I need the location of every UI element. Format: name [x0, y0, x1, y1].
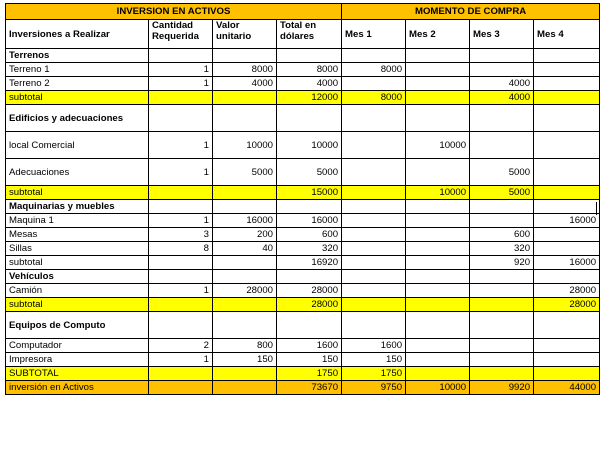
- col-header-m3[interactable]: Mes 3: [470, 20, 534, 49]
- cell-m1[interactable]: 150: [342, 353, 406, 367]
- cell-m4[interactable]: [534, 312, 600, 339]
- table-row: [6, 256, 600, 270]
- cell-qty[interactable]: [149, 381, 213, 395]
- cell-m4[interactable]: 44000: [534, 381, 600, 395]
- cell-total[interactable]: 16920: [277, 256, 342, 270]
- cell-m1[interactable]: [342, 200, 406, 214]
- cell-m4[interactable]: [534, 159, 600, 186]
- cell-unit[interactable]: [213, 381, 277, 395]
- table-row: [6, 367, 600, 381]
- cell-m2[interactable]: [406, 214, 470, 228]
- item-label-cell[interactable]: Camión: [6, 284, 149, 298]
- cell-m4[interactable]: [534, 186, 600, 200]
- cell-m4[interactable]: 16000: [534, 256, 600, 270]
- cell-m1[interactable]: [342, 49, 406, 63]
- table-row: [6, 214, 600, 228]
- cell-m3[interactable]: [470, 63, 534, 77]
- cell-m3[interactable]: 4000: [470, 77, 534, 91]
- cell-qty[interactable]: 1: [149, 77, 213, 91]
- cell-qty[interactable]: [149, 298, 213, 312]
- cell-m4[interactable]: [534, 105, 600, 132]
- table-row: [6, 312, 600, 339]
- cell-m4[interactable]: [534, 353, 600, 367]
- cell-m2[interactable]: [406, 49, 470, 63]
- section-label-cell[interactable]: Maquinarias y muebles: [6, 200, 149, 214]
- col-header-item[interactable]: Inversiones a Realizar: [6, 20, 149, 49]
- cell-total[interactable]: 8000: [277, 63, 342, 77]
- table-row: [6, 228, 600, 242]
- cell-qty[interactable]: [149, 270, 213, 284]
- column-header-row: [6, 20, 600, 49]
- cell-m3[interactable]: 320: [470, 242, 534, 256]
- cell-m4[interactable]: [534, 91, 600, 105]
- cell-m3[interactable]: 600: [470, 228, 534, 242]
- cell-m2[interactable]: [406, 159, 470, 186]
- cell-unit[interactable]: 150: [213, 353, 277, 367]
- cell-qty[interactable]: [149, 312, 213, 339]
- table-row: [6, 77, 600, 91]
- cell-m3[interactable]: [470, 284, 534, 298]
- cell-m2[interactable]: [406, 367, 470, 381]
- cell-m4[interactable]: 16000: [534, 214, 600, 228]
- cell-qty[interactable]: [149, 91, 213, 105]
- cell-m4[interactable]: [534, 270, 600, 284]
- cell-unit[interactable]: 5000: [213, 159, 277, 186]
- cell-unit[interactable]: 200: [213, 228, 277, 242]
- cell-total[interactable]: 16000: [277, 214, 342, 228]
- cell-m1[interactable]: [342, 132, 406, 159]
- cell-m1[interactable]: [342, 256, 406, 270]
- left-title-cell[interactable]: INVERSION EN ACTIVOS: [6, 4, 342, 20]
- cell-m4[interactable]: [534, 132, 600, 159]
- table-row: [6, 91, 600, 105]
- table-row: [6, 200, 600, 214]
- table-row: [6, 353, 600, 367]
- cell-unit[interactable]: 10000: [213, 132, 277, 159]
- cell-qty[interactable]: [149, 200, 213, 214]
- item-label-cell[interactable]: subtotal: [6, 186, 149, 200]
- section-label-cell[interactable]: Equipos de Computo: [6, 312, 149, 339]
- cell-m2[interactable]: [406, 298, 470, 312]
- cell-m3[interactable]: 920: [470, 256, 534, 270]
- table-row: [6, 284, 600, 298]
- cell-qty[interactable]: [149, 105, 213, 132]
- table-row: [6, 270, 600, 284]
- cell-qty[interactable]: [149, 256, 213, 270]
- cell-unit[interactable]: [213, 298, 277, 312]
- cell-m1[interactable]: [342, 105, 406, 132]
- cell-qty[interactable]: 1: [149, 132, 213, 159]
- item-label-cell[interactable]: subtotal: [6, 298, 149, 312]
- cell-m3[interactable]: [470, 105, 534, 132]
- cell-m1[interactable]: [342, 77, 406, 91]
- item-label-cell[interactable]: Maquina 1: [6, 214, 149, 228]
- cell-m4[interactable]: [534, 228, 600, 242]
- cell-qty[interactable]: 1: [149, 214, 213, 228]
- cell-unit[interactable]: [213, 200, 277, 214]
- cell-m3[interactable]: [470, 270, 534, 284]
- cell-m3[interactable]: [470, 312, 534, 339]
- cell-unit[interactable]: 16000: [213, 214, 277, 228]
- cell-total[interactable]: 320: [277, 242, 342, 256]
- text-cursor: [596, 202, 597, 215]
- cell-m1[interactable]: 9750: [342, 381, 406, 395]
- cell-m2[interactable]: [406, 339, 470, 353]
- cell-unit[interactable]: 4000: [213, 77, 277, 91]
- cell-m2[interactable]: [406, 256, 470, 270]
- cell-unit[interactable]: [213, 367, 277, 381]
- title-row: [6, 4, 600, 20]
- cell-m1[interactable]: [342, 312, 406, 339]
- item-label-cell[interactable]: Impresora: [6, 353, 149, 367]
- cell-m3[interactable]: [470, 49, 534, 63]
- col-header-m2[interactable]: Mes 2: [406, 20, 470, 49]
- cell-unit[interactable]: 28000: [213, 284, 277, 298]
- cell-qty[interactable]: [149, 367, 213, 381]
- cell-total[interactable]: [277, 105, 342, 132]
- cell-m2[interactable]: [406, 353, 470, 367]
- cell-total[interactable]: 5000: [277, 159, 342, 186]
- cell-m2[interactable]: [406, 312, 470, 339]
- cell-total[interactable]: [277, 270, 342, 284]
- table-row: [6, 105, 600, 132]
- col-header-unit[interactable]: Valor unitario: [213, 20, 277, 49]
- cell-m3[interactable]: [470, 339, 534, 353]
- cell-unit[interactable]: 800: [213, 339, 277, 353]
- cell-m3[interactable]: 9920: [470, 381, 534, 395]
- cell-total[interactable]: 28000: [277, 284, 342, 298]
- cell-qty[interactable]: 1: [149, 284, 213, 298]
- cell-total[interactable]: [277, 312, 342, 339]
- spreadsheet: [5, 3, 599, 395]
- cell-total[interactable]: [277, 49, 342, 63]
- cell-m2[interactable]: [406, 200, 470, 214]
- cell-total[interactable]: 28000: [277, 298, 342, 312]
- cell-m2[interactable]: [406, 91, 470, 105]
- cell-unit[interactable]: 8000: [213, 63, 277, 77]
- item-label-cell[interactable]: inversión en Activos: [6, 381, 149, 395]
- cell-m2[interactable]: [406, 77, 470, 91]
- item-label-cell[interactable]: Adecuaciones: [6, 159, 149, 186]
- cell-m1[interactable]: 1600: [342, 339, 406, 353]
- table-row: [6, 132, 600, 159]
- cell-qty[interactable]: 8: [149, 242, 213, 256]
- cell-total[interactable]: 73670: [277, 381, 342, 395]
- cell-m2[interactable]: 10000: [406, 186, 470, 200]
- cell-m1[interactable]: [342, 298, 406, 312]
- cell-total[interactable]: 12000: [277, 91, 342, 105]
- cell-m4[interactable]: [534, 200, 600, 214]
- cell-m3[interactable]: [470, 353, 534, 367]
- item-label-cell[interactable]: Terreno 2: [6, 77, 149, 91]
- item-label-cell[interactable]: Mesas: [6, 228, 149, 242]
- cell-m2[interactable]: 10000: [406, 381, 470, 395]
- cell-unit[interactable]: [213, 49, 277, 63]
- item-label-cell[interactable]: subtotal: [6, 256, 149, 270]
- cell-m4[interactable]: [534, 242, 600, 256]
- cell-qty[interactable]: [149, 49, 213, 63]
- investment-table: [5, 3, 600, 395]
- section-label-cell[interactable]: Vehículos: [6, 270, 149, 284]
- cell-m4[interactable]: [534, 77, 600, 91]
- cell-unit[interactable]: 40: [213, 242, 277, 256]
- table-row: [6, 339, 600, 353]
- cell-m3[interactable]: [470, 214, 534, 228]
- item-label-cell[interactable]: local Comercial: [6, 132, 149, 159]
- cell-unit[interactable]: [213, 105, 277, 132]
- cell-total[interactable]: 1600: [277, 339, 342, 353]
- cell-m2[interactable]: 10000: [406, 132, 470, 159]
- item-label-cell[interactable]: Terreno 1: [6, 63, 149, 77]
- table-row: [6, 298, 600, 312]
- cell-unit[interactable]: [213, 186, 277, 200]
- cell-unit[interactable]: [213, 91, 277, 105]
- table-row: [6, 242, 600, 256]
- cell-m1[interactable]: 1750: [342, 367, 406, 381]
- cell-m3[interactable]: [470, 298, 534, 312]
- cell-total[interactable]: 10000: [277, 132, 342, 159]
- item-label-cell[interactable]: SUBTOTAL: [6, 367, 149, 381]
- item-label-cell[interactable]: subtotal: [6, 91, 149, 105]
- cell-qty[interactable]: [149, 186, 213, 200]
- cell-m2[interactable]: [406, 242, 470, 256]
- table-row: [6, 49, 600, 63]
- cell-m2[interactable]: [406, 63, 470, 77]
- section-label-cell[interactable]: Terrenos: [6, 49, 149, 63]
- col-header-qty[interactable]: Cantidad Requerida: [149, 20, 213, 49]
- right-title-cell[interactable]: MOMENTO DE COMPRA: [342, 4, 600, 20]
- cell-total[interactable]: 1750: [277, 367, 342, 381]
- cell-qty[interactable]: 3: [149, 228, 213, 242]
- cell-total[interactable]: 150: [277, 353, 342, 367]
- cell-total[interactable]: 600: [277, 228, 342, 242]
- cell-m3[interactable]: [470, 200, 534, 214]
- cell-m4[interactable]: [534, 339, 600, 353]
- cell-m3[interactable]: 5000: [470, 159, 534, 186]
- cell-total[interactable]: 4000: [277, 77, 342, 91]
- cell-qty[interactable]: 1: [149, 159, 213, 186]
- table-row: [6, 159, 600, 186]
- cell-m2[interactable]: [406, 270, 470, 284]
- cell-m1[interactable]: [342, 284, 406, 298]
- cell-m4[interactable]: [534, 49, 600, 63]
- cell-m1[interactable]: [342, 270, 406, 284]
- table-row: [6, 381, 600, 395]
- cell-m4[interactable]: 28000: [534, 284, 600, 298]
- cell-m1[interactable]: [342, 242, 406, 256]
- cell-unit[interactable]: [213, 312, 277, 339]
- cell-qty[interactable]: 1: [149, 63, 213, 77]
- cell-m4[interactable]: [534, 367, 600, 381]
- cell-m1[interactable]: [342, 214, 406, 228]
- cell-m2[interactable]: [406, 228, 470, 242]
- cell-m1[interactable]: [342, 159, 406, 186]
- col-header-total[interactable]: Total en dólares: [277, 20, 342, 49]
- section-label-cell[interactable]: Edificios y adecuaciones: [6, 105, 149, 132]
- cell-total[interactable]: 15000: [277, 186, 342, 200]
- cell-m3[interactable]: 5000: [470, 186, 534, 200]
- cell-unit[interactable]: [213, 256, 277, 270]
- col-header-m1[interactable]: Mes 1: [342, 20, 406, 49]
- cell-m1[interactable]: [342, 186, 406, 200]
- cell-qty[interactable]: 2: [149, 339, 213, 353]
- item-label-cell[interactable]: Computador: [6, 339, 149, 353]
- cell-m4[interactable]: [534, 63, 600, 77]
- cell-m3[interactable]: 4000: [470, 91, 534, 105]
- table-row: [6, 63, 600, 77]
- cell-m2[interactable]: [406, 105, 470, 132]
- cell-total[interactable]: [277, 200, 342, 214]
- col-header-m4[interactable]: Mes 4: [534, 20, 600, 49]
- cell-m4[interactable]: 28000: [534, 298, 600, 312]
- table-row: [6, 186, 600, 200]
- cell-m1[interactable]: [342, 228, 406, 242]
- cell-m3[interactable]: [470, 132, 534, 159]
- cell-unit[interactable]: [213, 270, 277, 284]
- cell-qty[interactable]: 1: [149, 353, 213, 367]
- cell-m3[interactable]: [470, 367, 534, 381]
- item-label-cell[interactable]: Sillas: [6, 242, 149, 256]
- cell-m1[interactable]: 8000: [342, 63, 406, 77]
- cell-m1[interactable]: 8000: [342, 91, 406, 105]
- cell-m2[interactable]: [406, 284, 470, 298]
